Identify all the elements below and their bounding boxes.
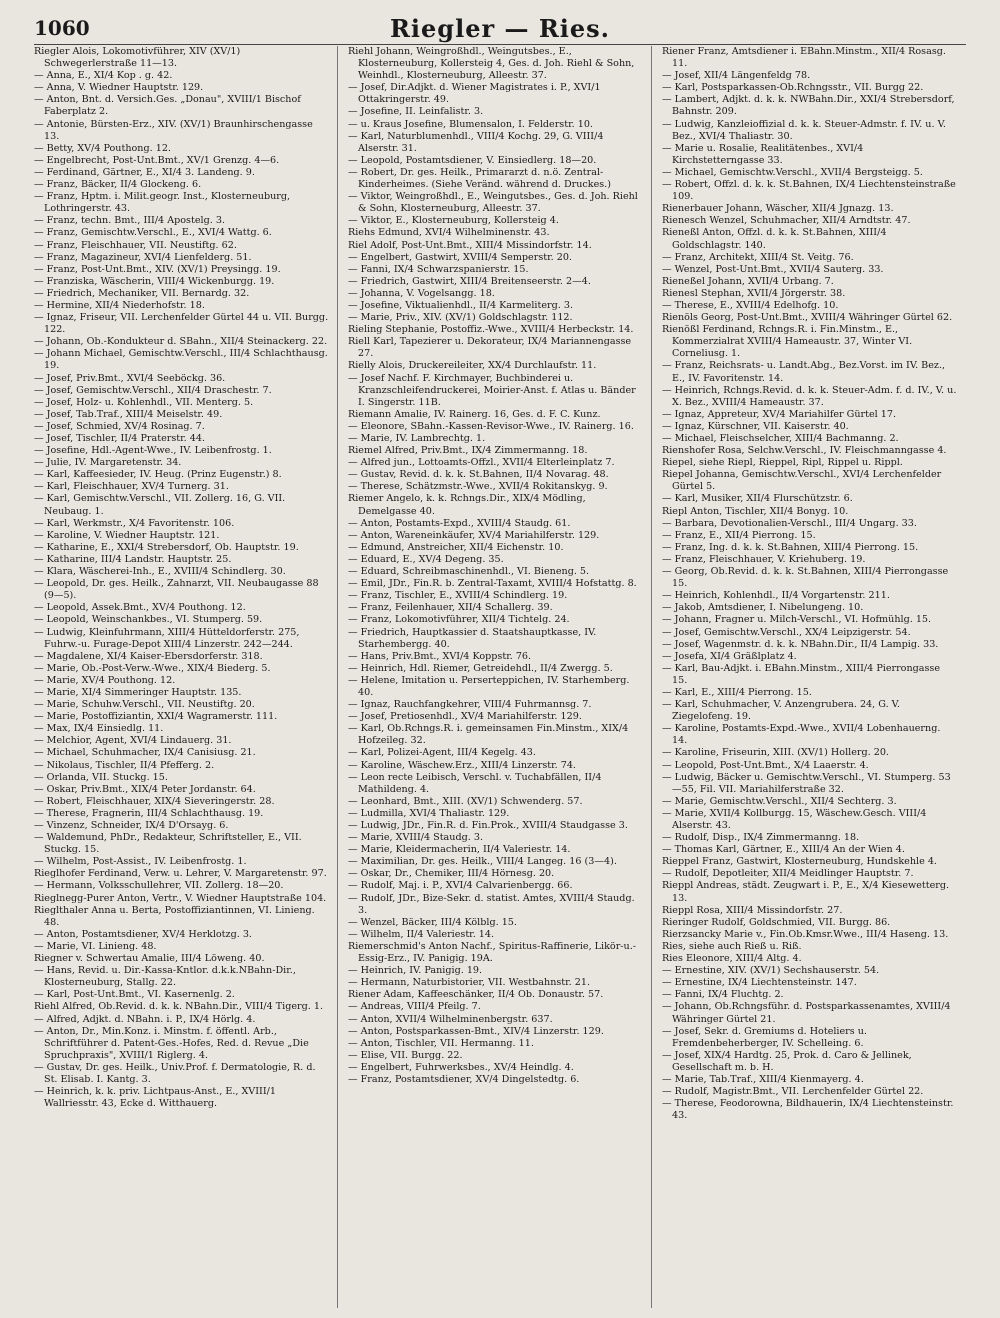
directory-entry: — Franz, Ing. d. k. k. St.Bahnen, XIII/4 Pierrong. 15. [662, 541, 919, 553]
directory-entry: — Franz, Feilenhauer, XII/4 Schallerg. 39. [348, 602, 553, 614]
directory-entry: Rienshofer Rosa, Selchw.Verschl., IV. Fleischmanngasse 4. [662, 445, 947, 457]
directory-entry: — Anton, Bnt. d. Versich.Ges. „Donau", XVIII/1 Bischof Faberplatz 2. [34, 94, 301, 118]
directory-entry: — Franziska, Wäscherin, VIII/4 Wickenburgg. 19. [34, 275, 275, 287]
directory-entry: — Marie, Gemischtw.Verschl., XII/4 Sechterg. 3. [662, 795, 897, 807]
directory-entry: Rienesl Stephan, XVII/4 Jörgerstr. 38. [662, 287, 846, 299]
directory-entry: — Marie, Ob.-Post-Verw.-Wwe., XIX/4 Biederg. 5. [34, 662, 271, 674]
directory-entry: — Franz, techn. Bmt., III/4 Apostelg. 3. [34, 215, 225, 227]
directory-entry: Riepl Anton, Tischler, XII/4 Bonyg. 10. [662, 505, 849, 517]
directory-entry: — Marie, IV. Lambrechtg. 1. [348, 433, 486, 444]
directory-entry: — Anton, Postamts-Expd., XVIII/4 Staudg. 61. [348, 517, 571, 529]
directory-entry: Rienöls Georg, Post-Unt.Bmt., XVIII/4 Währinger Gürtel 62. [662, 312, 953, 324]
directory-entry: Riener Adam, Kaffeeschänker, II/4 Ob. Donaustr. 57. [348, 989, 604, 1001]
directory-entry: — Fanni, IX/4 Schwarzspanierstr. 15. [348, 263, 529, 275]
directory-entry: — Josef, XIX/4 Hardtg. 25, Prok. d. Caro & Jellinek, Gesellschaft m. b. H. [662, 1049, 912, 1073]
directory-entry: — Anton, Postsparkassen-Bmt., XIV/4 Linzerstr. 129. [348, 1025, 604, 1037]
directory-entry: — Josefine, II. Leinfalistr. 3. [348, 106, 484, 118]
directory-entry: — Betty, XV/4 Pouthong. 12. [34, 142, 171, 154]
page-number: 1060 [34, 16, 90, 40]
directory-entry: — Karl, Polizei-Agent, III/4 Kegelg. 43. [348, 747, 536, 759]
directory-entry: Riehs Edmund, XVI/4 Wilhelminenstr. 43. [348, 227, 550, 239]
directory-entry: — Ignaz, Appreteur, XV/4 Mariahilfer Gürtel 17. [662, 408, 897, 420]
directory-entry: — Anton, Dr., Min.Konz. i. Minstm. f. öffentl. Arb., Schriftführer d. Patent-Ges.-Hofes, Red. d. Revue „Die Spruchpraxis", XVIII/1 Riglerg. 4. [34, 1025, 309, 1061]
directory-entry: — Franz, Tischler, E., XVIII/4 Schindlerg. 19. [348, 590, 568, 602]
directory-entry: — Karl, Kaffeesieder, IV. Heug. (Prinz Eugenstr.) 8. [34, 469, 282, 481]
directory-entry: — Johann, Ob.-Kondukteur d. SBahn., XII/4 Steinackerg. 22. [34, 336, 328, 348]
directory-entry: — Michael, Gemischtw.Verschl., XVII/4 Bergsteigg. 5. [662, 166, 923, 178]
directory-entry: — Anton, Wareneinkäufer, XV/4 Mariahilferstr. 129. [348, 529, 600, 541]
directory-entry: — Jakob, Amtsdiener, I. Nibelungeng. 10. [662, 602, 864, 614]
directory-entry: — Hermann, Naturbistorier, VII. Westbahnstr. 21. [348, 977, 591, 989]
directory-entry: — Barbara, Devotionalien-Verschl., III/4 Ungarg. 33. [662, 517, 917, 529]
directory-entry: — Karl, Werkmstr., X/4 Favoritenstr. 106. [34, 517, 235, 529]
directory-entry: — Ignaz, Kürschner, VII. Kaiserstr. 40. [662, 420, 849, 432]
column-3 [662, 46, 966, 1308]
directory-entry: — Therese, E., XVIII/4 Edelhofg. 10. [662, 299, 839, 311]
directory-entry: — Marie, Schuhw.Verschl., VII. Neustiftg. 20. [34, 699, 255, 711]
directory-entry: — Marie, Priv., XIV. (XV/1) Goldschlagstr. 112. [348, 312, 573, 324]
directory-entry: — Josef, Priv.Bmt., XVI/4 Seeböckg. 36. [34, 372, 226, 384]
directory-entry: — Heinrich, Kohlenhdl., II/4 Vorgartenstr. 211. [662, 590, 890, 602]
directory-entry: Rielly Alois, Druckereileiter, XX/4 Durchlaufstr. 11. [348, 360, 597, 372]
directory-entry: — Viktor, E., Klosterneuburg, Kollersteig 4. [348, 215, 559, 227]
directory-entry: Rieneßl Anton, Offzl. d. k. k. St.Bahnen, XIII/4 Goldschlagstr. 140. [662, 227, 887, 251]
directory-entry: — Oskar, Dr., Chemiker, III/4 Hörnesg. 20. [348, 868, 555, 880]
directory-entry: — Marie, XV/4 Pouthong. 12. [34, 674, 176, 686]
directory-entry: Rieppl Rosa, XIII/4 Missindorfstr. 27. [662, 904, 843, 916]
directory-entry: — Johann, Ob.Rchngsführ. d. Postsparkassenamtes, XVIII/4 Währinger Gürtel 21. [662, 1001, 951, 1025]
directory-entry: — Johann, Fragner u. Milch-Verschl., VI. Hofmühlg. 15. [662, 614, 932, 626]
directory-entry: — Karl, E., XIII/4 Pierrong. 15. [662, 686, 812, 698]
directory-entry: — Vinzenz, Schneider, IX/4 D'Orsayg. 6. [34, 820, 229, 831]
directory-entry: — Ludwig, Bäcker u. Gemischtw.Verschl., VI. Stumperg. 53—55, Fil. VII. Mariahilferstraße 32. [662, 771, 951, 795]
directory-entry: — Franz, Fleischhauer, VII. Neustiftg. 62. [34, 239, 237, 251]
directory-entry: — Leopold, Post-Unt.Bmt., X/4 Laaerstr. 4. [662, 759, 869, 771]
directory-entry: — Engelbert, Gastwirt, XVIII/4 Semperstr. 20. [348, 251, 572, 263]
directory-entry: — Heinrich, Hdl. Riemer, Getreidehdl., II/4 Zwergg. 5. [348, 662, 613, 674]
directory-entry: — Josef, Tab.Traf., XIII/4 Meiselstr. 49. [34, 408, 223, 420]
directory-entry: Rieppl Andreas, städt. Zeugwart i. P., E., X/4 Kiesewetterg. 13. [662, 880, 950, 904]
directory-entry: — Rudolf, JDr., Bize-Sekr. d. statist. Amtes, XVIII/4 Staudg. 3. [348, 892, 635, 916]
directory-entry: — Heinrich, Rchngs.Revid. d. k. k. Steuer-Adm. f. d. IV., V. u. X. Bez., XVIII/4 Hameaustr. 37. [662, 384, 957, 408]
directory-entry: — Max, IX/4 Einsiedlg. 11. [34, 723, 164, 735]
directory-entry: — Therese, Schätzmstr.-Wwe., XVII/4 Rokitanskyg. 9. [348, 481, 608, 493]
directory-entry: Riemer Angelo, k. k. Rchngs.Dir., XIX/4 Mödling, Demelgasse 40. [348, 493, 586, 517]
directory-entry: — Ludmilla, XVI/4 Thaliastr. 129. [348, 807, 510, 819]
directory-entry: — Andreas, VIII/4 Pfeilg. 7. [348, 1001, 481, 1013]
directory-entry: — Eduard, E., XV/4 Degeng. 35. [348, 553, 504, 565]
directory-entry: — Franz, Reichsrats- u. Landt.Abg., Bez.Vorst. im IV. Bez., E., IV. Favoritenstr. 14. [662, 360, 946, 384]
directory-entry: — Franz, Gemischtw.Verschl., E., XVI/4 Wattg. 6. [34, 227, 272, 239]
directory-entry: — u. Kraus Josefine, Blumensalon, I. Felderstr. 10. [348, 118, 593, 130]
directory-entry: Riemann Amalie, IV. Rainerg. 16, Ges. d. F. C. Kunz. [348, 408, 601, 420]
directory-entry: Riel Adolf, Post-Unt.Bmt., XIII/4 Missindorfstr. 14. [348, 239, 592, 251]
directory-entry: Riehl Alfred, Ob.Revid. d. k. k. NBahn.Dir., VIII/4 Tigerg. 1. [34, 1001, 324, 1013]
directory-entry: — Leopold, Dr. ges. Heilk., Zahnarzt, VII. Neubaugasse 88 (9—5). [34, 578, 319, 602]
directory-entry: — Anton, Tischler, VII. Hermanng. 11. [348, 1037, 534, 1049]
directory-entry: — Anna, E., XI/4 Kop . g. 42. [34, 70, 173, 82]
directory-entry: — Ignaz, Friseur, VII. Lerchenfelder Gürtel 44 u. VII. Burgg. 122. [34, 312, 329, 336]
directory-entry: — Leopold, Assek.Bmt., XV/4 Pouthong. 12. [34, 602, 246, 614]
directory-entry: — Georg, Ob.Revid. d. k. k. St.Bahnen, XIII/4 Pierrongasse 15. [662, 566, 949, 590]
directory-entry: — Heinrich, k. k. priv. Lichtpaus-Anst., E., XVIII/1 Wallriesstr. 43, Ecke d. Witthauerg. [34, 1086, 276, 1110]
directory-entry: — Friedrich, Gastwirt, XIII/4 Breitenseerstr. 2—4. [348, 275, 591, 287]
directory-entry: — Josef, Holz- u. Kohlenhdl., VII. Menterg. 5. [34, 396, 254, 408]
directory-entry: — Waldemund, PhDr., Redakteur, Schriftsteller, E., VII. Stuckg. 15. [34, 832, 302, 856]
directory-entry: Riegler Alois, Lokomotivführer, XIV (XV/1) Schwegerlerstraße 11—13. [34, 46, 241, 70]
directory-entry: Rieglnegg-Purer Anton, Vertr., V. Wiedner Hauptstraße 104. [34, 892, 327, 904]
directory-entry: — Marie, Kleidermacherin, II/4 Valeriestr. 14. [348, 844, 571, 856]
directory-entry: Rieglhofer Ferdinand, Verw. u. Lehrer, V. Margaretenstr. 97. [34, 868, 327, 880]
directory-entry: — Magdalene, XI/4 Kaiser-Ebersdorferstr. 318. [34, 650, 263, 662]
directory-entry: — Marie, VI. Linieng. 48. [34, 940, 157, 952]
directory-entry: — Ignaz, Rauchfangkehrer, VIII/4 Fuhrmannsg. 7. [348, 699, 592, 711]
directory-entry: — Julie, IV. Margaretenstr. 34. [34, 457, 182, 469]
directory-entry: Rieringer Rudolf, Goldschmied, VII. Burgg. 86. [662, 916, 891, 928]
directory-entry: — Alfred jun., Lottoamts-Offzl., XVII/4 Elterleinplatz 7. [348, 457, 615, 469]
directory-entry: — Orlanda, VII. Stuckg. 15. [34, 771, 168, 783]
directory-entry: — Josef, Pretiosenhdl., XV/4 Mariahilferstr. 129. [348, 711, 582, 723]
directory-entry: — Hans, Priv.Bmt., XVI/4 Koppstr. 76. [348, 650, 532, 662]
directory-entry: — Johann Michael, Gemischtw.Verschl., III/4 Schlachthausg. 19. [34, 348, 328, 372]
directory-entry: — Emil, JDr., Fin.R. b. Zentral-Taxamt, XVIII/4 Hofstattg. 8. [348, 578, 637, 590]
directory-entry: — Leon recte Leibisch, Verschl. v. Tuchabfällen, II/4 Mathildeng. 4. [348, 771, 602, 795]
directory-entry: — Klara, Wäscherei-Inh., E., XVIII/4 Schindlerg. 30. [34, 566, 286, 578]
directory-entry: — Karoline, Postamts-Expd.-Wwe., XVII/4 Lobenhauerng. 14. [662, 723, 941, 747]
directory-entry: — Katharine, E., XXI/4 Strebersdorf, Ob. Hauptstr. 19. [34, 541, 299, 553]
directory-entry: — Marie, Postoffiziantin, XXI/4 Wagramerstr. 111. [34, 711, 278, 723]
directory-entry: — Robert, Dr. ges. Heilk., Primararzt d. n.ö. Zentral-Kinderheimes. (Siehe Veränd. während d. Druckes.) [348, 166, 611, 191]
directory-entry: — Anna, V. Wiedner Hauptstr. 129. [34, 82, 204, 94]
page-title: Riegler — Ries. [389, 14, 611, 43]
directory-entry: — Helene, Imitation u. Perserteppichen, IV. Starhemberg. 40. [348, 674, 630, 698]
directory-entry: Rieppel Franz, Gastwirt, Klosterneuburg, Hundskehle 4. [662, 856, 937, 868]
directory-entry: — Marie, Tab.Traf., XIII/4 Kienmayerg. 4. [662, 1073, 864, 1085]
directory-entry: — Leopold, Weinschankbes., VI. Stumperg. 59. [34, 614, 263, 626]
directory-entry: — Johanna, V. Vogelsangg. 18. [348, 287, 495, 299]
directory-entry: — Josef, Sekr. d. Gremiums d. Hoteliers u. Fremdenbeherberger, IV. Schelleing. 6. [662, 1025, 867, 1049]
directory-entry: — Gustav, Dr. ges. Heilk., Univ.Prof. f. Dermatologie, R. d. St. Elisab. I. Kantg. 3. [34, 1061, 316, 1085]
directory-entry: — Marie, XVIII/4 Staudg. 3. [348, 832, 483, 844]
directory-entry: — Rudolf, Maj. i. P., XVI/4 Calvarienbergg. 66. [348, 880, 573, 892]
directory-entry: — Anton, Postamtsdiener, XV/4 Herklotzg. 3. [34, 928, 252, 940]
directory-entry: — Karoline, Wäschew.Erz., XIII/4 Linzerstr. 74. [348, 759, 576, 771]
directory-entry: — Karl, Bau-Adjkt. i. EBahn.Minstm., XIII/4 Pierrongasse 15. [662, 662, 941, 686]
directory-entry: — Robert, Offzl. d. k. k. St.Bahnen, IX/4 Liechtensteinstraße 109. [662, 179, 956, 203]
directory-entry: — Karl, Musiker, XII/4 Flurschützstr. 6. [662, 493, 853, 505]
directory-entry: — Karoline, Friseurin, XIII. (XV/1) Hollerg. 20. [662, 747, 889, 759]
directory-entry: — Fanni, IX/4 Fluchtg. 2. [662, 989, 784, 1001]
directory-entry: — Anton, XVII/4 Wilhelminenbergstr. 637. [348, 1013, 553, 1025]
directory-entry: — Josef, Tischler, II/4 Praterstr. 44. [34, 433, 206, 444]
directory-entry: — Josef, Dir.Adjkt. d. Wiener Magistrates i. P., XVI/1 Ottakringerstr. 49. [348, 82, 601, 106]
directory-entry: — Edmund, Anstreicher, XII/4 Eichenstr. 10. [348, 541, 564, 553]
directory-entry: — Antonie, Bürsten-Erz., XIV. (XV/1) Braunhirschengasse 13. [34, 118, 313, 142]
directory-entry: — Alfred, Adjkt. d. NBahn. i. P., IX/4 Hörlg. 4. [34, 1013, 256, 1025]
directory-entry: — Franz, Bäcker, II/4 Glockeng. 6. [34, 179, 202, 191]
directory-entry: — Friedrich, Mechaniker, VII. Bernardg. 32. [34, 287, 250, 299]
directory-entry: — Josefine, Hdl.-Agent-Wwe., IV. Leibenfrostg. 1. [34, 445, 272, 457]
directory-entry: — Karl, Fleischhauer, XV/4 Turnerg. 31. [34, 481, 229, 493]
directory-entry: Riell Karl, Tapezierer u. Dekorateur, IX/4 Mariannengasse 27. [348, 336, 632, 360]
directory-entry: — Josef, Gemischtw.Verschl., XX/4 Leipzigerstr. 54. [662, 626, 911, 638]
directory-entry: — Franz, Hptm. i. Milit.geogr. Inst., Klosterneuburg, Lothringerstr. 43. [34, 191, 291, 215]
directory-entry: — Wenzel, Post-Unt.Bmt., XVII/4 Sauterg. 33. [662, 263, 884, 275]
directory-entry: — Marie, XI/4 Simmeringer Hauptstr. 135. [34, 686, 242, 698]
directory-entry: — Hermine, XII/4 Niederhofstr. 18. [34, 299, 205, 311]
directory-entry: — Hermann, Volksschullehrer, VII. Zollerg. 18—20. [34, 880, 284, 892]
directory-entry: — Friedrich, Hauptkassier d. Staatshauptkasse, IV. Starhembergg. 40. [348, 626, 597, 650]
directory-entry: — Franz, E., XII/4 Pierrong. 15. [662, 529, 816, 541]
column-2 [348, 46, 652, 1308]
directory-entry: — Ludwig, Kanzleioffizial d. k. k. Steuer-Admstr. f. IV. u. V. Bez., XVI/4 Thaliastr. 30. [662, 118, 946, 142]
directory-entry: — Rudolf, Magistr.Bmt., VII. Lerchenfelder Gürtel 22. [662, 1086, 924, 1098]
directory-entry: — Michael, Fleischselcher, XIII/4 Bachmanng. 2. [662, 433, 899, 444]
directory-entry: — Therese, Fragnerin, III/4 Schlachthausg. 19. [34, 807, 264, 819]
directory-entry: — Wenzel, Bäcker, III/4 Kölblg. 15. [348, 916, 517, 928]
directory-entry: — Wilhelm, Post-Assist., IV. Leibenfrostg. 1. [34, 856, 247, 868]
directory-entry: — Franz, Fleischhauer, V. Kriehuberg. 19. [662, 553, 866, 565]
directory-entry: — Engelbrecht, Post-Unt.Bmt., XV/1 Grenzg. 4—6. [34, 154, 280, 166]
directory-entry: — Hans, Revid. u. Dir.-Kassa-Kntlor. d.k.k.NBahn-Dir., Klosterneuburg, Stallg. 22. [34, 965, 296, 989]
directory-entry: — Eleonore, SBahn.-Kassen-Revisor-Wwe., IV. Rainerg. 16. [348, 420, 634, 432]
directory-entry: — Franz, Magazineur, XVI/4 Lienfelderg. 51. [34, 251, 252, 263]
directory-entry: — Eduard, Schreibmaschinenhdl., VI. Bieneng. 5. [348, 566, 590, 578]
directory-entry: — Josefa, XI/4 Gräßlplatz 4. [662, 650, 797, 662]
directory-entry: — Rudolf, Disp., IX/4 Zimmermanng. 18. [662, 832, 860, 844]
directory-entry: — Karl, Post-Unt.Bmt., VI. Kasernenlg. 2. [34, 989, 235, 1001]
directory-entry: Ries, siehe auch Rieß u. Riß. [662, 940, 802, 952]
directory-entry: — Oskar, Priv.Bmt., XIX/4 Peter Jordanstr. 64. [34, 783, 256, 795]
directory-entry: — Franz, Postamtsdiener, XV/4 Dingelstedtg. 6. [348, 1073, 580, 1085]
directory-entry: Riener Franz, Amtsdiener i. EBahn.Minstm., XII/4 Rosasg. 11. [662, 46, 946, 70]
directory-entry: — Karl, Schuhmacher, V. Anzengrubera. 24, G. V. Ziegelofeng. 19. [662, 699, 900, 723]
directory-entry: — Melchior, Agent, XVI/4 Lindauerg. 31. [34, 735, 232, 747]
directory-entry: Riemel Alfred, Priv.Bmt., IX/4 Zimmermanng. 18. [348, 445, 588, 457]
directory-entry: — Franz, Post-Unt.Bmt., XIV. (XV/1) Preysingg. 19. [34, 263, 281, 275]
directory-entry: — Ernestine, IX/4 Liechtensteinstr. 147. [662, 977, 857, 989]
directory-entry: — Ludwig, Kleinfuhrmann, XIII/4 Hütteldorferstr. 275, Fuhrw.-u. Furage-Depot XIII/4 Linzerstr. 242—244. [34, 626, 300, 650]
directory-entry: — Josef, XII/4 Längenfeldg 78. [662, 70, 811, 82]
directory-entry: — Ernestine, XIV. (XV/1) Sechshauserstr. 54. [662, 965, 880, 977]
directory-entry: — Karl, Naturblumenhdl., VIII/4 Kochg. 29, G. VIII/4 Alserstr. 31. [348, 130, 604, 154]
directory-entry: — Josef, Wagenmstr. d. k. k. NBahn.Dir., II/4 Lampig. 33. [662, 638, 939, 650]
directory-entry: — Katharine, III/4 Landstr. Hauptstr. 25. [34, 553, 232, 565]
directory-entry: — Karoline, V. Wiedner Hauptstr. 121. [34, 529, 220, 541]
directory-entry: — Thomas Karl, Gärtner, E., XIII/4 An der Wien 4. [662, 844, 905, 856]
directory-entry: — Engelbert, Fuhrwerksbes., XV/4 Heindlg. 4. [348, 1061, 574, 1073]
directory-entry: — Josef, Schmied, XV/4 Rosinag. 7. [34, 420, 205, 432]
directory-entry: Riepel, siehe Riepl, Rieppel, Ripl, Rippel u. Rippl. [662, 457, 903, 469]
directory-entry: — Leonhard, Bmt., XIII. (XV/1) Schwenderg. 57. [348, 795, 583, 807]
directory-entry: — Marie, XVII/4 Kollburgg. 15, Wäschew.Gesch. VIII/4 Alserstr. 43. [662, 807, 927, 831]
directory-entry: — Robert, Fleischhauer, XIX/4 Sieveringerstr. 28. [34, 795, 275, 807]
column-1 [34, 46, 338, 1308]
directory-entry: — Therese, Feodorowna, Bildhauerin, IX/4 Liechtensteinstr. 43. [662, 1098, 954, 1122]
directory-entry: Rieling Stephanie, Postoffiz.-Wwe., XVIII/4 Herbeckstr. 14. [348, 324, 634, 336]
directory-entry: — Franz, Architekt, XIII/4 St. Veitg. 76. [662, 251, 854, 263]
directory-entry: — Rudolf, Depotleiter, XII/4 Meidlinger Hauptstr. 7. [662, 868, 914, 880]
directory-entry: Rieglthaler Anna u. Berta, Postoffiziantinnen, VI. Linieng. 48. [34, 904, 315, 928]
directory-entry: — Karl, Postsparkassen-Ob.Rchngsstr., VII. Burgg 22. [662, 82, 924, 94]
directory-entry: Riemerschmid's Anton Nachf., Spiritus-Raffinerie, Likör-u.-Essig-Erz., IV. Panigig. 19A. [348, 940, 637, 965]
directory-entry: Rieneßel Johann, XVII/4 Urbang. 7. [662, 275, 834, 287]
directory-entry: — Josef Nachf. F. Kirchmayer, Buchbinderei u. Kranzschleifendruckerei, Moirier-Anst. f. Atlas u. Bänder I. Singerstr. 11B. [348, 372, 636, 408]
directory-entry: Rienößl Ferdinand, Rchngs.R. i. Fin.Minstm., E., Kommerzialrat XVIII/4 Hameaustr. 37, Winter VI. Corneliusg. 1. [662, 324, 913, 360]
directory-entry: Riegner v. Schwertau Amalie, III/4 Löweng. 40. [34, 953, 265, 965]
directory-entry: — Ferdinand, Gärtner, E., XI/4 3. Landeng. 9. [34, 166, 255, 178]
directory-entry: — Elise, VII. Burgg. 22. [348, 1049, 463, 1061]
directory-entry: Ries Eleonore, XIII/4 Altg. 4. [662, 953, 802, 965]
directory-entry: — Nikolaus, Tischler, II/4 Pfefferg. 2. [34, 759, 215, 771]
directory-entry: — Karl, Gemischtw.Verschl., VII. Zollerg. 16, G. VII. Neubaug. 1. [34, 493, 286, 517]
directory-entry: — Franz, Lokomotivführer, XII/4 Tichtelg. 24. [348, 614, 570, 626]
directory-entry: — Heinrich, IV. Panigig. 19. [348, 965, 483, 977]
directory-entry: Rienerbauer Johann, Wäscher, XII/4 Jgnazg. 13. [662, 203, 894, 215]
directory-entry: — Leopold, Postamtsdiener, V. Einsiedlerg. 18—20. [348, 154, 597, 166]
directory-entry: — Marie u. Rosalie, Realitätenbes., XVI/4 Kirchstetterngasse 33. [662, 142, 864, 166]
page-header [34, 14, 966, 45]
directory-entry: Riepel Johanna, Gemischtw.Verschl., XVI/4 Lerchenfelder Gürtel 5. [662, 469, 942, 493]
directory-entry: — Josefine, Viktualienhdl., II/4 Karmeliterg. 3. [348, 299, 574, 311]
directory-entry: Rienesch Wenzel, Schuhmacher, XII/4 Arndtstr. 47. [662, 215, 911, 227]
directory-entry: — Gustav, Revid. d. k. k. St.Bahnen, II/4 Novarag. 48. [348, 469, 609, 481]
directory-entry: — Wilhelm, II/4 Valeriestr. 14. [348, 928, 495, 940]
directory-columns [34, 46, 966, 1308]
directory-entry: — Lambert, Adjkt. d. k. k. NWBahn.Dir., XXI/4 Strebersdorf, Bahnstr. 209. [662, 94, 955, 118]
directory-entry: — Karl, Ob.Rchngs.R. i. gemeinsamen Fin.Minstm., XIX/4 Hofzeileg. 32. [348, 723, 629, 747]
directory-entry: — Josef, Gemischtw.Verschl., XII/4 Draschestr. 7. [34, 384, 272, 396]
directory-entry: — Michael, Schuhmacher, IX/4 Canisiusg. 21. [34, 747, 256, 759]
directory-entry: Rierzsancky Marie v., Fin.Ob.Kmsr.Wwe., III/4 Haseng. 13. [662, 928, 949, 940]
directory-entry: — Maximilian, Dr. ges. Heilk., VIII/4 Langeg. 16 (3—4). [348, 856, 617, 868]
directory-entry: — Viktor, Weingroßhdl., E., Weingutsbes., Ges. d. Joh. Riehl & Sohn, Klosterneuburg, Alleestr. 37. [348, 191, 638, 215]
directory-entry: Riehl Johann, Weingroßhdl., Weingutsbes., E., Klosterneuburg, Kollersteig 4, Ges. d. Joh. Riehl & Sohn, Weinhdl., Klosterneuburg, Alleestr. 37. [348, 46, 635, 82]
directory-entry: — Ludwig, JDr., Fin.R. d. Fin.Prok., XVIII/4 Staudgasse 3. [348, 820, 628, 831]
